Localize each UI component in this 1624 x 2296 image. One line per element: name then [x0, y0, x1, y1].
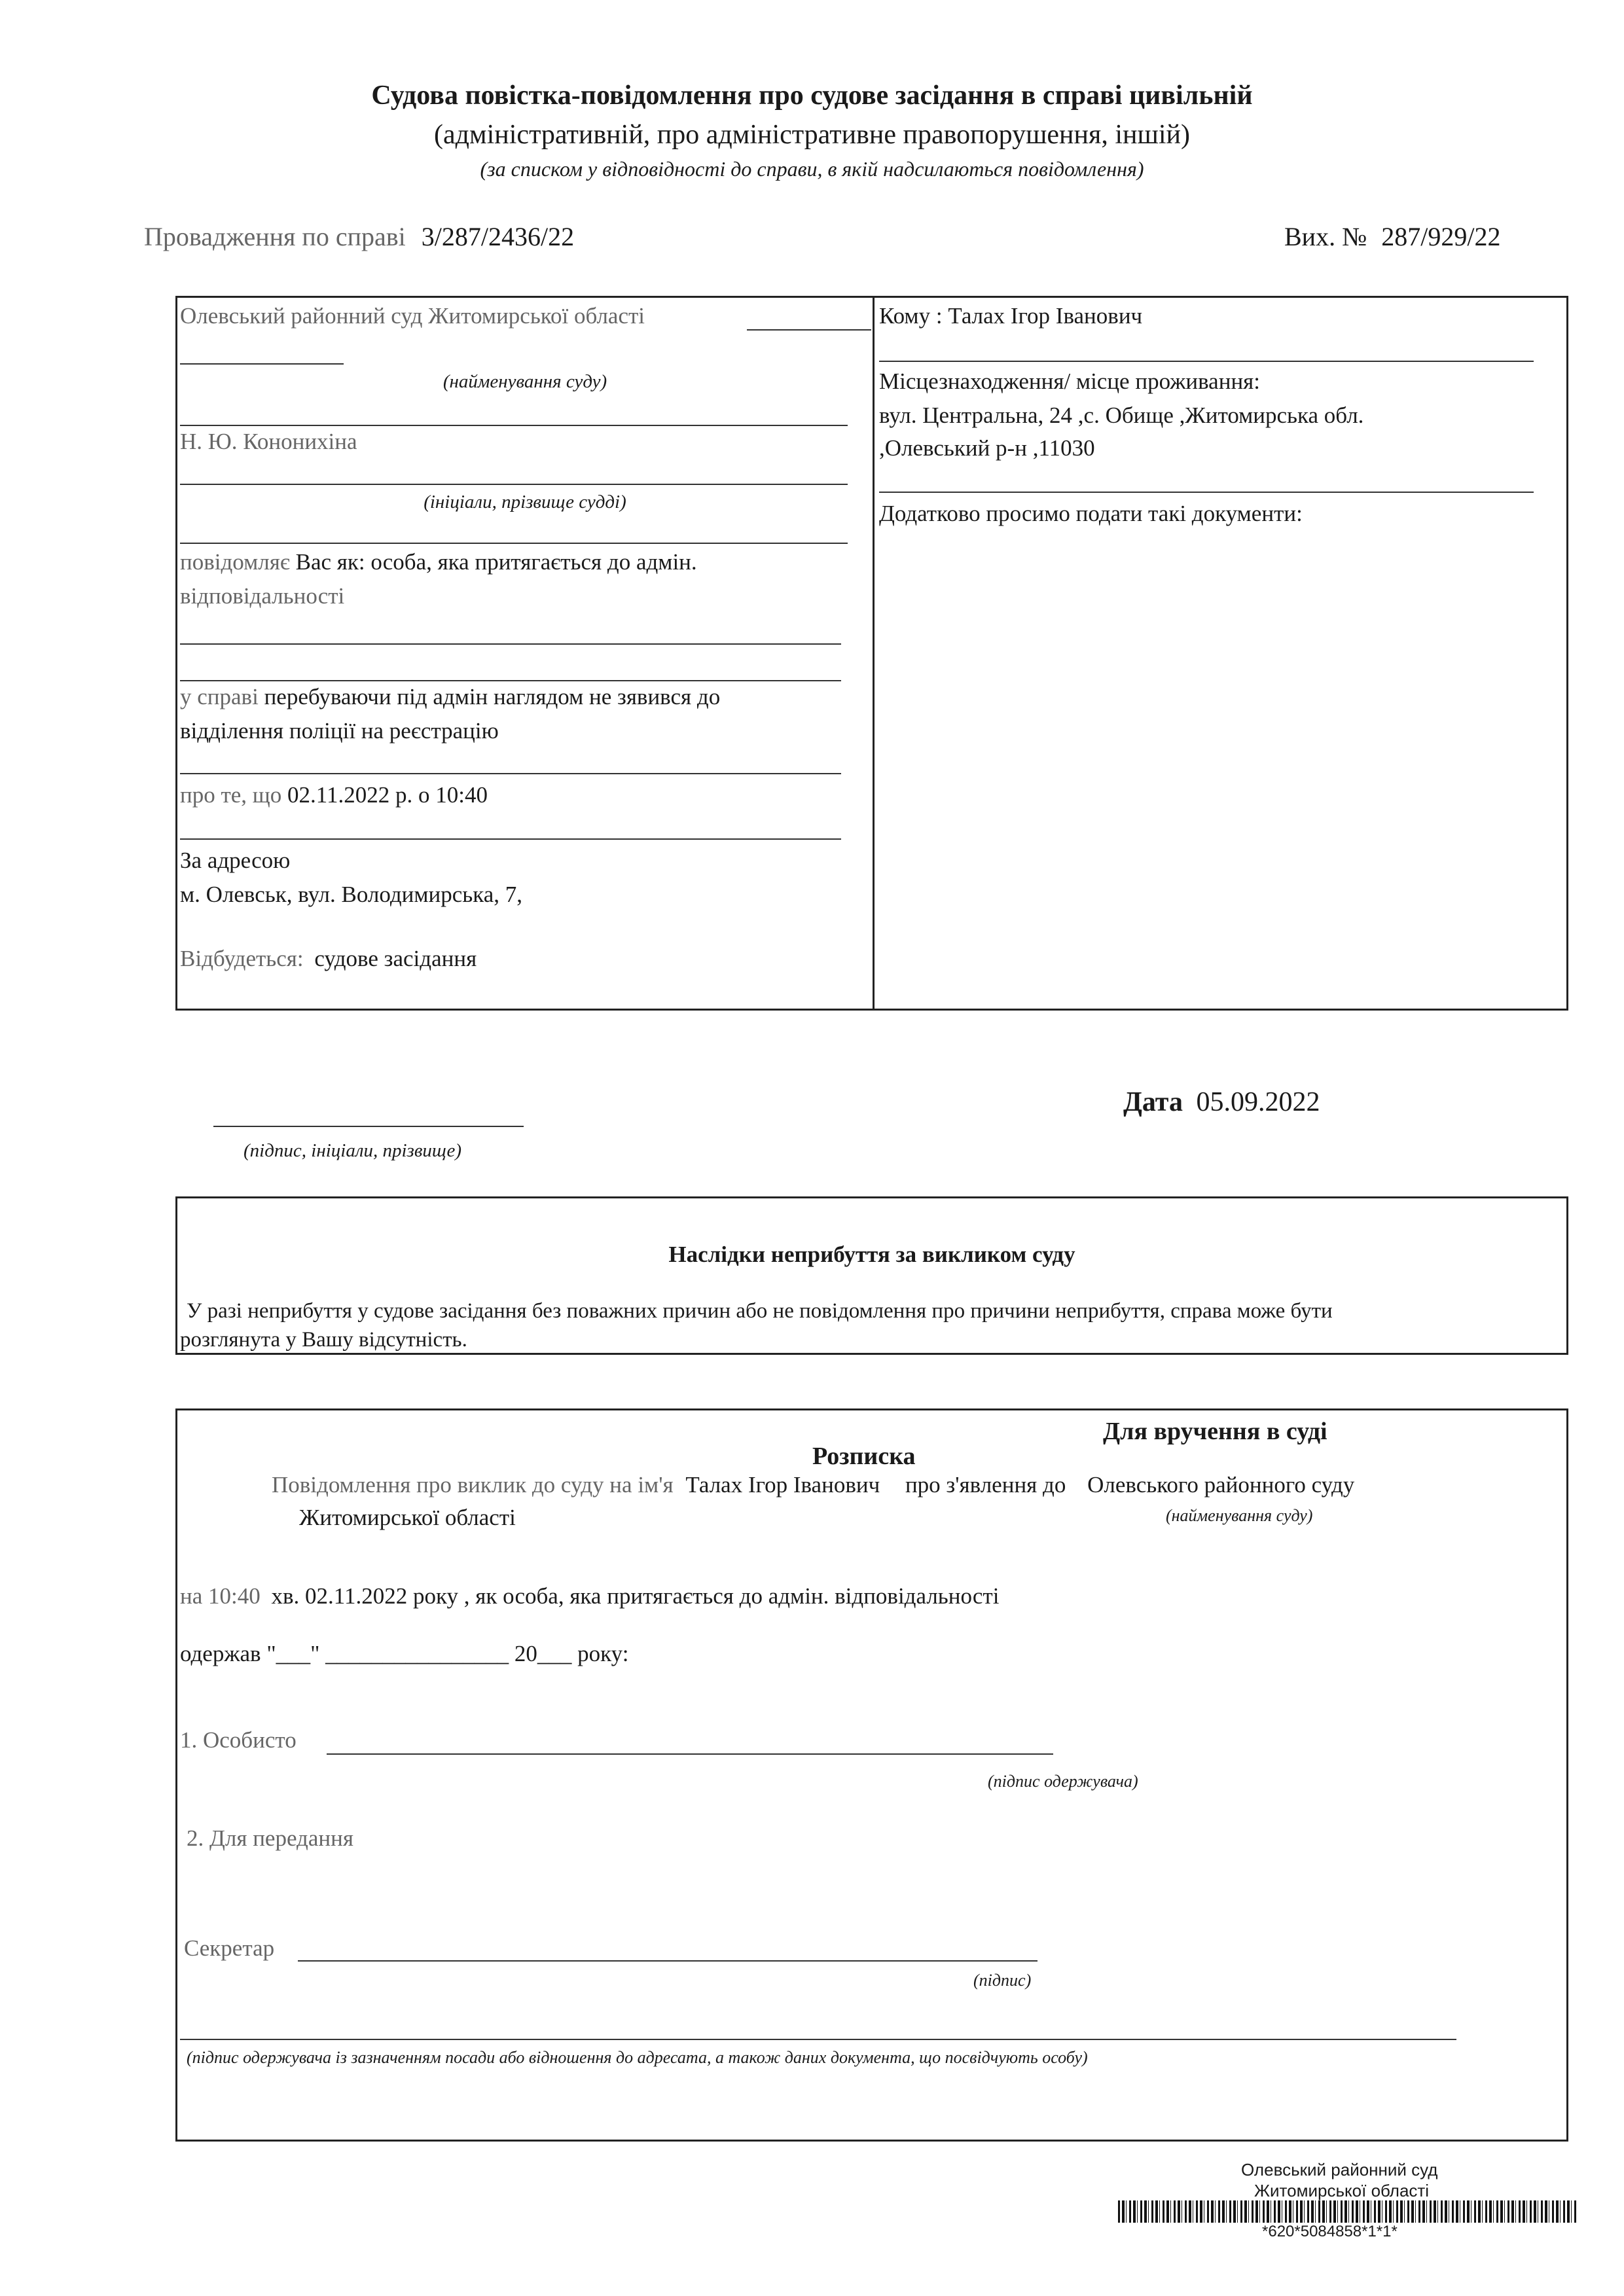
judge-name: Н. Ю. Кононихіна: [180, 429, 357, 454]
for-court-label: Для вручення в суді: [1103, 1418, 1327, 1445]
date-line: [1123, 1086, 1320, 1118]
personally-label: 1. Особисто: [180, 1727, 297, 1753]
outgoing-reference: [1284, 221, 1500, 252]
receipt-title: Розписка: [812, 1443, 916, 1470]
recipient-name: Талах Ігор Іванович: [948, 303, 1143, 329]
receipt-prefix: Повідомлення про виклик до суду на ім'я: [272, 1472, 674, 1498]
stamp-court: Олевський районний суд: [1241, 2160, 1438, 2179]
recipient-address-2: ,Олевський р-н ,11030: [879, 435, 1095, 461]
court-caption: (найменування суду): [442, 371, 607, 392]
outgoing-label: Вих. №: [1284, 222, 1367, 251]
hearing-address: м. Олевськ, вул. Володимирська, 7,: [180, 882, 523, 907]
receipt-mid: про з'явлення до: [905, 1472, 1066, 1498]
secretary-label: Секретар: [184, 1935, 275, 1961]
court-name: [180, 303, 645, 329]
event-label: Відбудеться:: [180, 946, 304, 971]
secretary-signature-caption: (підпис): [973, 1971, 1032, 1990]
stamp-region: Житомирської області: [1254, 2181, 1430, 2200]
receipt-time-line: [180, 1583, 999, 1609]
case-text: перебуваючи під адмін наглядом не зявився до: [264, 684, 721, 709]
receipt-name: Талах Ігор Іванович: [685, 1472, 880, 1498]
date-label: Дата: [1123, 1087, 1183, 1117]
case-line: [180, 684, 720, 710]
receipt-time-prefix: на 10:40: [180, 1583, 261, 1609]
received-line: одержав "___" ________________ 20___ року:: [180, 1641, 629, 1666]
case-prefix: у справі: [180, 684, 259, 709]
court-name-text: Олевський районний суд Житомирської області: [180, 303, 645, 329]
consequences-box: [175, 1196, 1568, 1355]
case-number: 3/287/2436/22: [421, 222, 575, 251]
transfer-label: 2. Для передання: [187, 1825, 353, 1851]
summons-box: [175, 296, 1568, 1011]
notify-text: Вас як: особа, яка притягається до адмін.: [295, 549, 697, 575]
receipt-line-1: [272, 1472, 1354, 1498]
recipient-address-1: вул. Центральна, 24 ,с. Обище ,Житомирська обл.: [879, 403, 1364, 428]
date-value: 05.09.2022: [1196, 1087, 1320, 1117]
barcode-icon: [1118, 2200, 1576, 2223]
recipient-line: [879, 303, 1142, 329]
document-title: Судова повістка-повідомлення про судове засідання в справі цивільній: [371, 81, 1253, 111]
receipt-court: Олевського районного суду: [1087, 1472, 1355, 1498]
notify-prefix: повідомляє: [180, 549, 290, 575]
barcode-text: *620*5084858*1*1*: [1262, 2223, 1398, 2240]
location-label: Місцезнаходження/ місце проживання:: [879, 368, 1260, 394]
case-line-2: відділення поліції на реєстрацію: [180, 718, 499, 744]
notify-line-2: відповідальності: [180, 583, 345, 609]
receipt-box: [175, 1408, 1568, 2142]
receipt-time-text: хв. 02.11.2022 року , як особа, яка притягається до адмін. відповідальності: [271, 1583, 1000, 1609]
hearing-time-line: [180, 782, 488, 808]
notify-line: [180, 549, 697, 575]
case-reference: [144, 221, 574, 252]
event-line: [180, 946, 477, 972]
case-label: Провадження по справі: [144, 222, 406, 251]
signature-caption: (підпис, ініціали, прізвище): [244, 1140, 462, 1161]
footer-caption: (підпис одержувача із зазначенням посади або відношення до адресата, а також даних документа, що посвідчують особу): [187, 2048, 1088, 2067]
document-subtitle: (адміністративній, про адміністративне правопорушення, іншій): [434, 120, 1190, 150]
address-label: За адресою: [180, 848, 291, 873]
when-prefix: про те, що: [180, 782, 282, 808]
receipt-line-2: Житомирської області: [299, 1505, 516, 1530]
consequences-text-1: У разі неприбуття у судове засідання без поважних причин або не повідомлення про причини неприбуття, справа може бути: [187, 1299, 1333, 1323]
outgoing-number: 287/929/22: [1381, 222, 1501, 251]
document-note: (за списком у відповідності до справи, в якій надсилаються повідомлення): [480, 157, 1144, 181]
recipient-label: Кому :: [879, 303, 943, 329]
judge-caption: (ініціали, прізвище судді): [424, 492, 626, 512]
receipt-court-caption: (найменування суду): [1166, 1506, 1313, 1525]
hearing-time: 02.11.2022 р. о 10:40: [287, 782, 488, 808]
event-text: судове засідання: [314, 946, 477, 971]
consequences-text-2: розглянута у Вашу відсутність.: [180, 1328, 467, 1352]
recipient-signature-caption: (підпис одержувача): [988, 1772, 1138, 1791]
documents-request: Додатково просимо подати такі документи:: [879, 501, 1303, 526]
consequences-title: Наслідки неприбуття за викликом суду: [668, 1242, 1075, 1267]
